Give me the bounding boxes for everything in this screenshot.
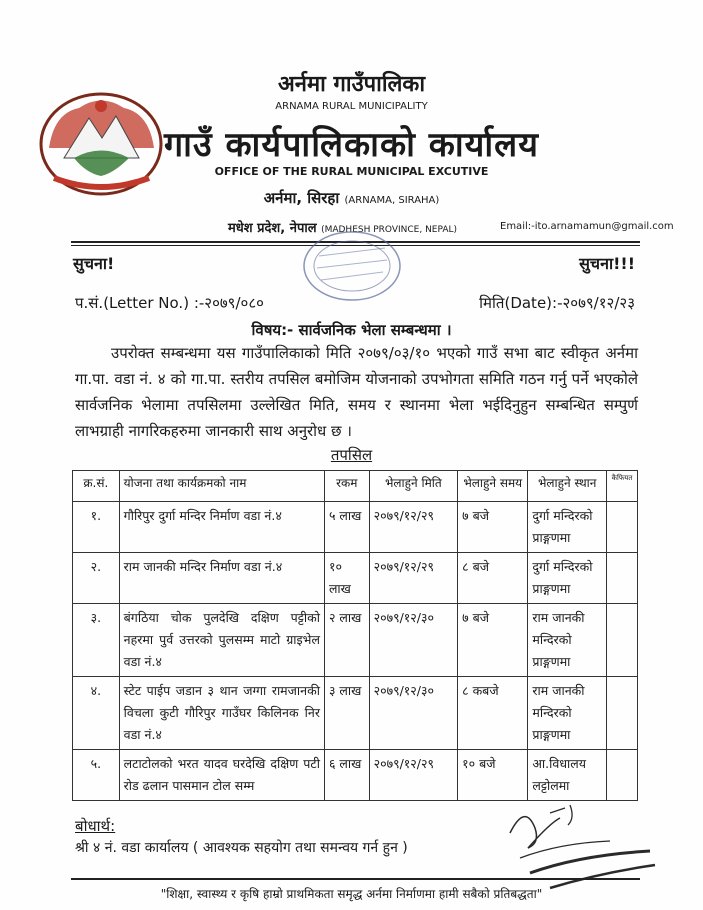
cell-place: आ.विधालय लट्टोलमा	[528, 750, 607, 801]
cell-date: २०७९/१२/२९	[369, 502, 458, 553]
cell-amount: ५ लाख	[324, 502, 369, 553]
cell-sn: २.	[73, 553, 120, 604]
cell-time: ७ बजे	[458, 604, 528, 677]
cell-time: १० बजे	[458, 750, 528, 801]
col-header-time: भेलाहुने समय	[458, 471, 528, 502]
office-name-en: OFFICE OF THE RURAL MUNICIPAL EXCUTIVE	[214, 165, 489, 178]
cell-date: २०७९/१२/३०	[369, 604, 458, 677]
cell-place: राम जानकी मन्दिरको प्राङ्गणमा	[528, 677, 607, 750]
cell-sn: १.	[73, 502, 120, 553]
email-address: Email:-ito.arnamamun@gmail.com	[500, 221, 674, 232]
body-paragraph	[75, 340, 638, 444]
cell-remark	[606, 553, 637, 604]
office-name-np: गाउँ कार्यपालिकाको कार्यालय	[164, 125, 539, 165]
cell-place: दुर्गा मन्दिरको प्राङ्गणमा	[528, 502, 607, 553]
footer-divider	[71, 878, 640, 880]
cell-date: २०७९/१२/२९	[369, 750, 458, 801]
municipality-name-en: ARNAMA RURAL MUNICIPALITY	[275, 101, 428, 112]
col-header-name: योजना तथा कार्यक्रमको नाम	[119, 471, 324, 502]
table-row	[73, 677, 638, 750]
cell-sn: ५.	[73, 750, 120, 801]
address-line	[0, 188, 703, 208]
col-header-date: भेलाहुने मिति	[369, 471, 458, 502]
cell-place: राम जानकी मन्दिरको प्राङ्गणमा	[528, 604, 607, 677]
notice-label-right: सुचना!!!	[579, 254, 635, 273]
cell-sn: ४.	[73, 677, 120, 750]
province-en: (MADHESH PROVINCE, NEPAL)	[321, 225, 458, 235]
cell-name: लटाटोलको भरत यादव घरदेखि दक्षिण पटी रोड ढलान पासमान टोल सम्म	[119, 750, 324, 801]
province-np: मधेश प्रदेश, नेपाल	[228, 221, 317, 236]
cell-amount: २ लाख	[324, 604, 369, 677]
table-row	[73, 502, 638, 553]
cell-date: २०७९/१२/३०	[369, 677, 458, 750]
address-en: (ARNAMA, SIRAHA)	[344, 195, 440, 206]
cc-label: बोधार्थ:	[75, 817, 116, 835]
footer-slogan: "शिक्षा, स्वास्थ्य र कृषि हाम्रो प्राथमिकता समृद्ध अर्नमा निर्माणमा हामी सबैको प्रतिबद्धता"	[160, 887, 543, 901]
cell-remark	[606, 677, 637, 750]
col-header-remark: कैफियत	[606, 471, 637, 502]
cell-name: बंगठिया चोक पुलदेखि दक्षिण पट्टीको नहरमा पुर्व उत्तरको पुलसम्म माटो ग्राइभेल वडा नं.४	[119, 604, 324, 677]
cell-amount: ३ लाख	[324, 677, 369, 750]
cell-time: ८ बजे	[458, 553, 528, 604]
col-header-sn: क्र.सं.	[73, 471, 120, 502]
municipality-name-np: अर्नमा गाउँपालिका	[277, 72, 426, 97]
body-text: उपरोक्त सम्बन्धमा यस गाउँपालिकाको मिति २०७९/०३/१० भएको गाउँ सभा बाट स्वीकृत अर्नमा गा.पा. वडा नं. ४ को गा.पा. स्तरीय तपसिल बमोजिम योजनाको उपभोगता समिति गठन गर्नु पर्ने भएकोले सार्वजनिक भेलामा तपसिलमा उल्लेखित मिति, समय र स्थानमा भेला भईदिनुहुन सम्बन्धित सम्पुर्ण लाभग्राही नागरिकहरुमा जानकारी साथ अनुरोध छ ।	[75, 344, 638, 440]
schedule-heading: तपसिल	[330, 446, 373, 464]
cell-time: ८ कबजे	[458, 677, 528, 750]
col-header-amount: रकम	[324, 471, 369, 502]
cell-time: ७ बजे	[458, 502, 528, 553]
table-row	[73, 604, 638, 677]
cell-place: दुर्गा मन्दिरको प्राङ्गणमा	[528, 553, 607, 604]
letter-date: मिति(Date):-२०७९/१२/२३	[479, 294, 635, 312]
col-header-place: भेलाहुने स्थान	[528, 471, 607, 502]
address-np: अर्नमा, सिरहा	[263, 189, 340, 207]
notice-label-left: सुचना!	[73, 254, 115, 273]
office-stamp-icon	[297, 226, 407, 306]
schedule-table	[72, 470, 638, 801]
cc-recipient: श्री ४ नं. वडा कार्यालय ( आवश्यक सहयोग तथा समन्वय गर्न हुन )	[75, 840, 408, 856]
cell-amount: १० लाख	[324, 553, 369, 604]
table-row	[73, 553, 638, 604]
cell-sn: ३.	[73, 604, 120, 677]
cell-name: स्टेट पाईप जडान ३ थान जग्गा रामजानकी विचला कुटी गौरिपुर गाउँघर किलिनक निर वडा नं.४	[119, 677, 324, 750]
cell-name: राम जानकी मन्दिर निर्माण वडा नं.४	[119, 553, 324, 604]
cell-remark	[606, 502, 637, 553]
subject-line: विषय:- सार्वजनिक भेला सम्बन्धमा ।	[251, 321, 452, 339]
cell-date: २०७९/१२/२९	[369, 553, 458, 604]
cell-name: गौरिपुर दुर्गा मन्दिर निर्माण वडा नं.४	[119, 502, 324, 553]
table-header-row	[73, 471, 638, 502]
cell-amount: ६ लाख	[324, 750, 369, 801]
letter-number: प.सं.(Letter No.) :-२०७९/०८०	[75, 294, 264, 312]
cell-remark	[606, 604, 637, 677]
